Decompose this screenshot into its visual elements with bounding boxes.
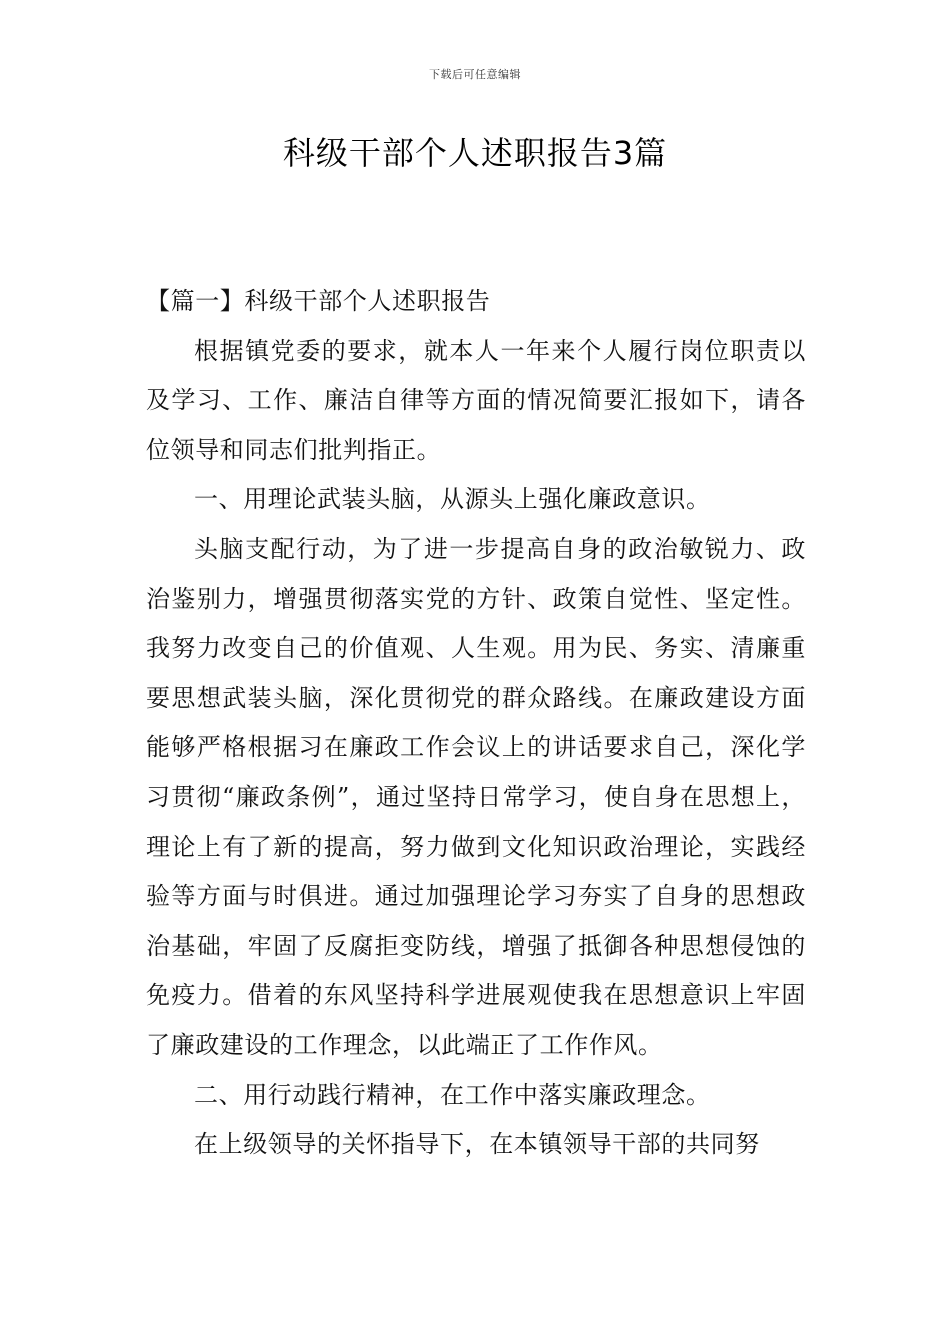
paragraph-intro: 根据镇党委的要求，就本人一年来个人履行岗位职责以及学习、工作、廉洁自律等方面的情况简要汇报如下，请各位领导和同志们批判指正。: [146, 336, 806, 464]
section-heading: 【篇一】科级干部个人述职报告: [146, 287, 491, 315]
document-title: 科级干部个人述职报告3篇: [282, 134, 668, 172]
subheading-two: 二、用行动践行精神，在工作中落实廉政理念。: [194, 1080, 711, 1109]
subheading-one: 一、用理论武装头脑，从源头上强化廉政意识。: [194, 485, 711, 514]
paragraph-theory: 头脑支配行动，为了进一步提高自身的政治敏锐力、政治鉴别力，增强贯彻落实党的方针、政策自觉性、坚定性。我努力改变自己的价值观、人生观。用为民、务实、清廉重要思想武装头脑，深化贯彻党的群众路线。在廉政建设方面能够严格根据习在廉政工作会议上的讲话要求自己，深化学习贯彻“廉政条例”，通过坚持日常学习，使自身在思想上，理论上有了新的提高，努力做到文化知识政治理论，实践经验等方面与时俱进。通过加强理论学习夯实了自身的思想政治基础，牢固了反腐拒变防线，增强了抵御各种思想侵蚀的免疫力。借着的东风坚持科学进展观使我在思想意识上牢固了廉政建设的工作理念，以此端正了工作作风。: [146, 534, 806, 1059]
document-body: [146, 277, 806, 1170]
header-note: 下载后可任意编辑: [429, 68, 521, 81]
paragraph-action: 在上级领导的关怀指导下，在本镇领导干部的共同努: [194, 1130, 760, 1159]
